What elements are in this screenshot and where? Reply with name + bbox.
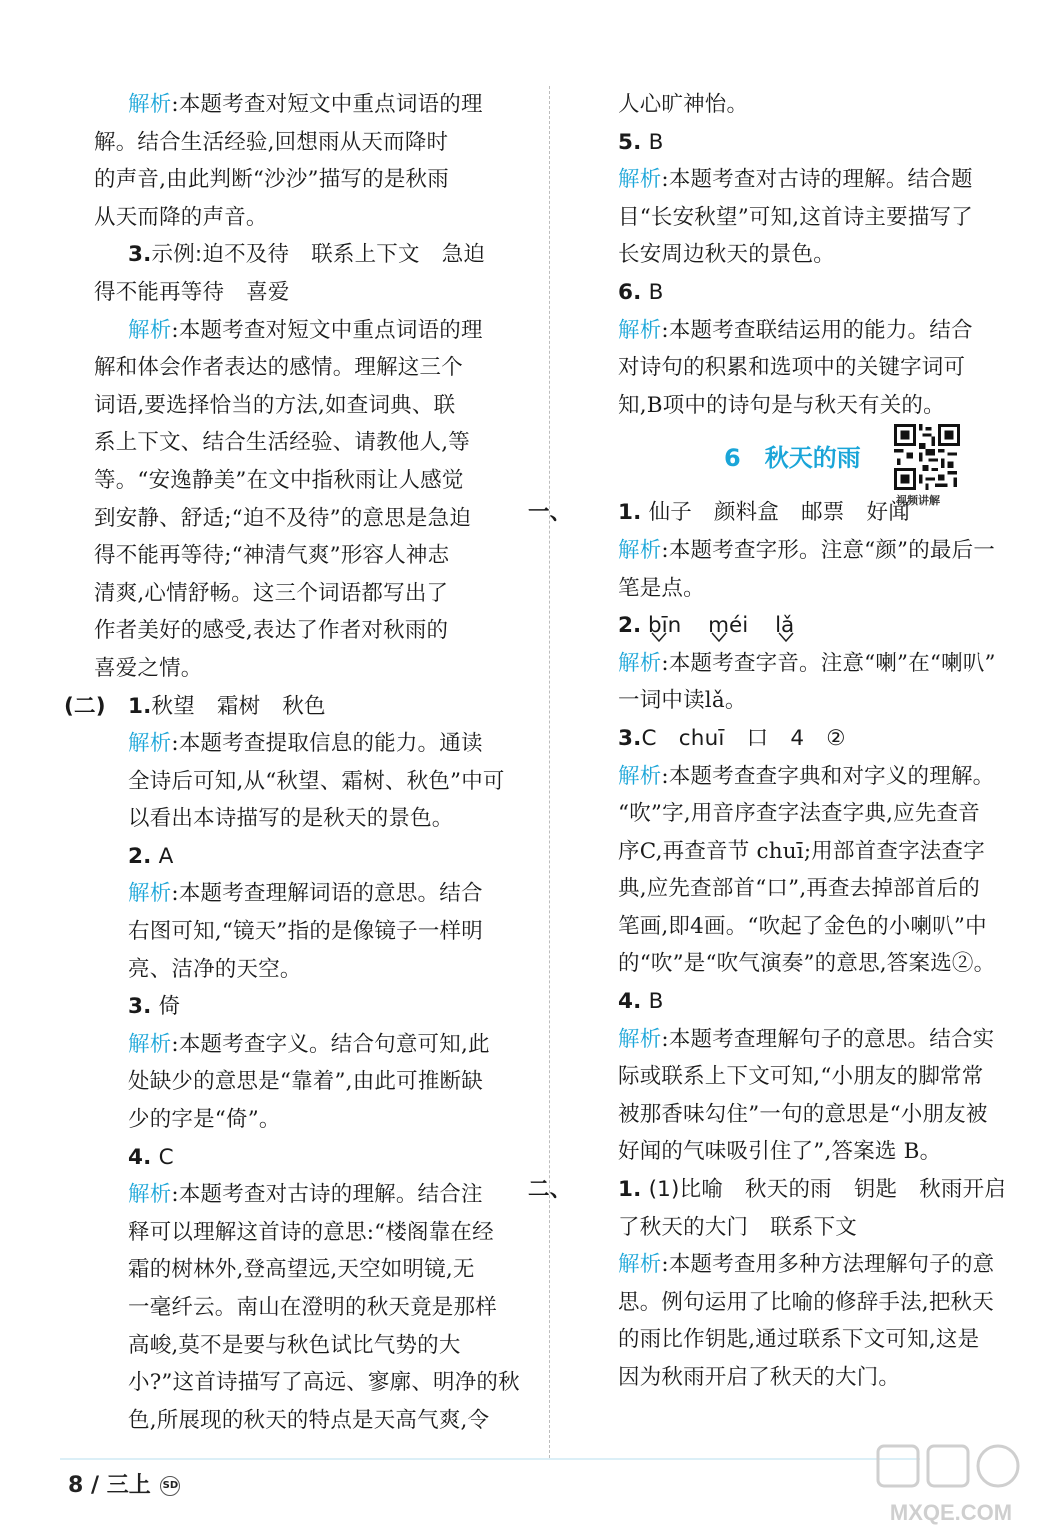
section-1-answer-1: 一、 1. 仙子 颜料盒 邮票 好闻	[584, 494, 1024, 532]
check-mark-icon	[775, 631, 797, 643]
text-line: 霜的树林外,登高望远,天空如明镜,无	[128, 1257, 475, 1283]
text-line: 的雨比作钥匙,通过联系下文可知,这是	[618, 1327, 980, 1353]
section-1-answer-4: 4. B	[618, 989, 664, 1015]
text-line: 解析:本题考查理解句子的意思。结合实	[618, 1026, 995, 1052]
text-line: 到安静、舒适;“迫不及待”的意思是急迫	[94, 505, 472, 531]
text-line: 亮、洁净的天空。	[128, 956, 302, 982]
section-heading: (二)	[64, 693, 106, 719]
text-line: 少的字是“倚”。	[128, 1107, 281, 1133]
section-2-answer-2: 2. A	[128, 843, 174, 869]
text-line: 知,B项中的诗句是与秋天有关的。	[618, 392, 945, 418]
footer-rule	[60, 1458, 920, 1460]
text-line: 的声音,由此判断“沙沙”描写的是秋雨	[94, 167, 449, 193]
text-line: 解析:本题考查字形。注意“颜”的最后一	[618, 537, 996, 563]
text-line: 人心旷神怡。	[618, 92, 749, 117]
text-line: 目“长安秋望”可知,这首诗主要描写了	[618, 204, 973, 230]
text-line: 解和体会作者表达的感情。理解这三个	[94, 355, 463, 381]
text-line: “吹”字,用音序查字法查字典,应先查音	[618, 801, 980, 827]
text-line: 等。“安逸静美”在文中指秋雨让人感觉	[94, 467, 464, 493]
grade-label: 三上	[106, 1473, 151, 1498]
answer-3-cont: 得不能再等待 喜爱	[94, 279, 290, 305]
text-line: 解析:本题考查字义。结合句意可知,此	[128, 1031, 490, 1057]
text-line: 序C,再查音节 chuī;用部首查字法查字	[618, 838, 985, 864]
column-divider	[549, 86, 550, 1458]
edition-badge: SD	[160, 1476, 180, 1496]
page-number: 8	[68, 1473, 84, 1498]
text-line: 的“吹”是“吹气演奏”的意思,答案选②。	[618, 951, 996, 977]
answer-5: 5. B	[618, 129, 664, 155]
text-line: 一毫纤云。南山在澄明的秋天竟是那样	[128, 1295, 497, 1320]
text-line: 系上下文、结合生活经验、请教他人,等	[94, 430, 470, 456]
page-footer: 8 / 三上 SD	[68, 1468, 180, 1499]
text-line: 喜爱之情。	[94, 655, 203, 681]
text-line: 思。例句运用了比喻的修辞手法,把秋天	[618, 1289, 994, 1315]
text-line: 长安周边秋天的景色。	[618, 242, 836, 268]
pinyin-item: méi	[708, 607, 748, 645]
text-line: 解析:本题考查对短文中重点词语的理	[128, 317, 483, 343]
text-line: 色,所展现的秋天的特点是天高气爽,令	[128, 1407, 490, 1433]
text-line: 好闻的气味吸引住了”,答案选 B。	[618, 1139, 942, 1165]
text-line: 典,应先查部首“口”,再查去掉部首后的	[618, 876, 980, 902]
text-line: 解析:本题考查提取信息的能力。通读	[128, 731, 483, 757]
text-line: 解析:本题考查用多种方法理解句子的意	[618, 1252, 995, 1278]
pinyin-item: lǎ	[775, 607, 794, 645]
qr-caption: 视频讲解	[896, 494, 940, 508]
text-line: 得不能再等待;“神清气爽”形容人神志	[94, 543, 450, 569]
text-line: 高峻,莫不是要与秋色试比气势的大	[128, 1332, 461, 1358]
analysis-label: 解析	[128, 1031, 172, 1057]
text-line: 全诗后可知,从“秋望、霜树、秋色”中可	[128, 768, 505, 794]
left-column	[64, 86, 534, 1439]
analysis-label: 解析	[618, 537, 662, 563]
svg-text:MXQE.COM: MXQE.COM	[889, 1500, 1013, 1525]
answer-6: 6. B	[618, 279, 664, 305]
text-line: 释可以理解这首诗的意思:“楼阁靠在经	[128, 1219, 494, 1245]
qr-code-icon[interactable]	[894, 424, 960, 490]
pinyin-item: bīn	[648, 607, 681, 645]
section-heading: 一、	[528, 500, 572, 526]
text-line: 笔画,即4画。“吹起了金色的小喇叭”中	[618, 913, 987, 939]
text-line: 对诗句的积累和选项中的关键字词可	[618, 355, 966, 381]
text-line: 解析:本题考查对古诗的理解。结合题	[618, 167, 973, 193]
section-1-answer-3: 3.C chuī 口 4 ②	[618, 725, 846, 751]
analysis-label: 解析	[618, 167, 662, 193]
text-line: 小?”这首诗描写了高远、寥廓、明净的秋	[128, 1370, 520, 1396]
analysis-label: 解析	[618, 1252, 662, 1278]
analysis-label: 解析	[618, 317, 662, 343]
text-line: 解。结合生活经验,回想雨从天而降时	[94, 129, 449, 155]
check-mark-icon	[708, 631, 730, 643]
section-2-answer-1: (二) 1.秋望 霜树 秋色	[94, 688, 534, 726]
text-line: 解析:本题考查字音。注意“喇”在“喇叭”	[618, 650, 996, 676]
text-line: 解析:本题考查联结运用的能力。结合	[618, 317, 973, 343]
text-line: 以看出本诗描写的是秋天的景色。	[128, 806, 454, 832]
text-line: 右图可知,“镜天”指的是像镜子一样明	[128, 919, 483, 945]
analysis-label: 解析	[618, 1026, 662, 1052]
analysis-label: 解析	[128, 881, 172, 907]
answer-3: 3.示例:迫不及待 联系上下文 急迫	[128, 242, 486, 268]
check-mark-icon	[648, 631, 670, 643]
text-line: 解析:本题考查理解词语的意思。结合	[128, 881, 483, 907]
text-line: 解析:本题考查对短文中重点词语的理	[128, 92, 483, 117]
text-line: 被那香味勾住”一句的意思是“小朋友被	[618, 1101, 988, 1127]
analysis-label: 解析	[618, 650, 662, 676]
text-line: 解析:本题考查对古诗的理解。结合注	[128, 1182, 483, 1208]
analysis-label: 解析	[128, 92, 172, 117]
text-line: 清爽,心情舒畅。这三个词语都写出了	[94, 580, 449, 606]
text-line: 作者美好的感受,表达了作者对秋雨的	[94, 618, 449, 644]
section-1-answer-2: 2. bīn méi lǎ	[584, 607, 1024, 645]
lesson-header	[584, 424, 1024, 508]
text-line: 因为秋雨开启了秋天的大门。	[618, 1365, 901, 1390]
lesson-title: 6 秋天的雨	[724, 444, 861, 473]
section-2-answer-3: 3. 倚	[128, 994, 181, 1020]
text-line: 际或联系上下文可知,“小朋友的脚常常	[618, 1064, 984, 1090]
watermark-logo-icon	[866, 1440, 1036, 1532]
analysis-label: 解析	[128, 731, 172, 757]
section-heading: 二、	[528, 1177, 572, 1203]
section-2-answer-4: 4. C	[128, 1144, 174, 1170]
analysis-label: 解析	[618, 763, 662, 789]
analysis-label: 解析	[128, 1182, 172, 1208]
text-line: 词语,要选择恰当的方法,如查词典、联	[94, 392, 456, 418]
text-line: 一词中读lǎ。	[618, 688, 747, 714]
section-2b-answer-1: 二、 1. (1)比喻 秋天的雨 钥匙 秋雨开启	[584, 1171, 1024, 1209]
text-line: 从天而降的声音。	[94, 204, 268, 230]
text-line: 笔是点。	[618, 575, 705, 601]
text-line: 解析:本题考查查字典和对字义的理解。	[618, 763, 995, 789]
section-2b-answer-1-cont: 了秋天的大门 联系下文	[618, 1214, 858, 1240]
text-line: 处缺少的意思是“靠着”,由此可推断缺	[128, 1069, 483, 1095]
analysis-label: 解析	[128, 317, 172, 343]
right-column	[528, 86, 1024, 1397]
